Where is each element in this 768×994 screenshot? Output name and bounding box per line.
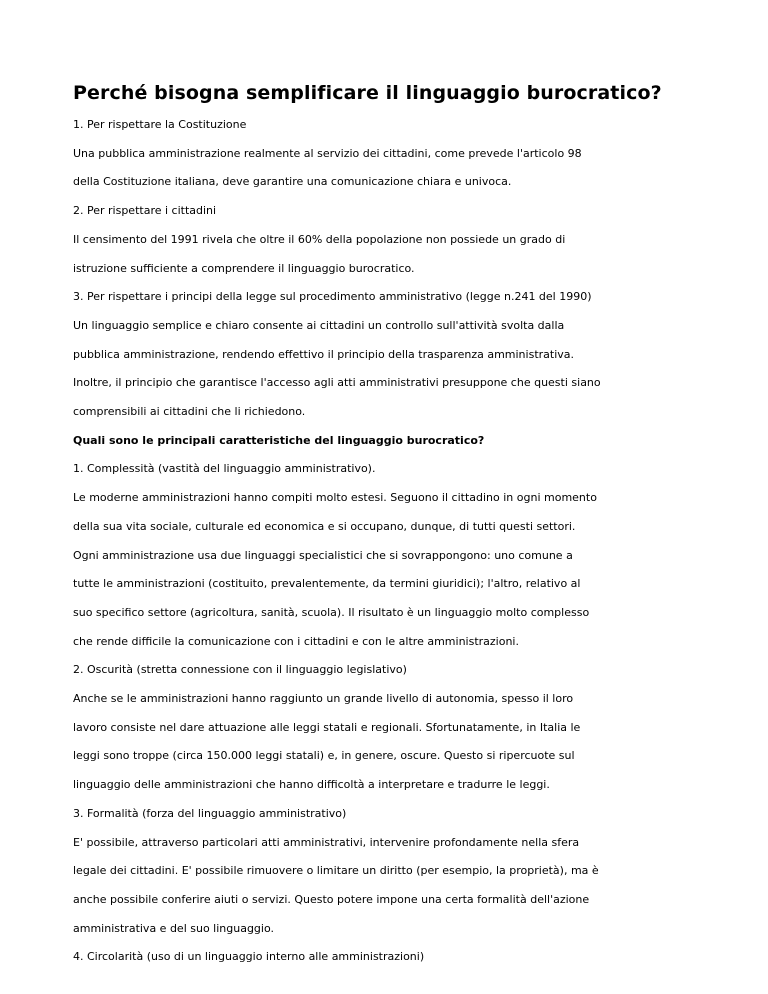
text-line: tutte le amministrazioni (costituito, prevalentemente, da termini giuridici); l'altro, relativo al bbox=[73, 577, 581, 591]
text-line: 1. Complessità (vastità del linguaggio amministrativo). bbox=[73, 462, 376, 476]
text-line: Il censimento del 1991 rivela che oltre il 60% della popolazione non possiede un grado di bbox=[73, 232, 566, 246]
text-line: comprensibili ai cittadini che li richiedono. bbox=[73, 405, 306, 418]
text-line: leggi sono troppe (circa 150.000 leggi statali) e, in genere, oscure. Questo si ripercuote sul bbox=[73, 749, 575, 763]
text-line: Una pubblica amministrazione realmente al servizio dei cittadini, come prevede l'articolo 98 bbox=[73, 146, 582, 160]
text-line: Ogni amministrazione usa due linguaggi specialistici che si sovrappongono: uno comune a bbox=[73, 548, 573, 562]
text-line: amministrativa e del suo linguaggio. bbox=[73, 921, 275, 935]
text-line: Anche se le amministrazioni hanno raggiunto un grande livello di autonomia, spesso il loro bbox=[73, 692, 574, 705]
text-line: anche possibile conferire aiuti o servizi. Questo potere impone una certa formalità dell'azione bbox=[73, 892, 590, 906]
text-line: 3. Formalità (forza del linguaggio amministrativo) bbox=[73, 806, 347, 820]
page-title: Perché bisogna semplificare il linguaggio burocratico? bbox=[73, 82, 662, 104]
text-line: della Costituzione italiana, deve garantire una comunicazione chiara e univoca. bbox=[73, 175, 512, 189]
text-line: pubblica amministrazione, rendendo effettivo il principio della trasparenza amministrativa. bbox=[73, 347, 575, 361]
text-line: 2. Oscurità (stretta connessione con il linguaggio legislativo) bbox=[73, 663, 407, 677]
text-line: che rende difficile la comunicazione con i cittadini e con le altre amministrazioni. bbox=[73, 634, 519, 648]
text-line: linguaggio delle amministrazioni che hanno difficoltà a interpretare e tradurre le leggi. bbox=[73, 778, 550, 792]
text-line: istruzione sufficiente a comprendere il linguaggio burocratico. bbox=[73, 261, 415, 275]
text-line: lavoro consiste nel dare attuazione alle leggi statali e regionali. Sfortunatamente, in Italia le bbox=[73, 720, 581, 734]
text-line: E' possibile, attraverso particolari atti amministrativi, intervenire profondamente nella sfera bbox=[73, 835, 580, 849]
text-line: 2. Per rispettare i cittadini bbox=[73, 204, 217, 218]
text-line: 1. Per rispettare la Costituzione bbox=[73, 118, 247, 131]
text-line: della sua vita sociale, culturale ed economica e si occupano, dunque, di tutti questi settori. bbox=[73, 519, 576, 533]
text-line: Un linguaggio semplice e chiaro consente ai cittadini un controllo sull'attività svolta dalla bbox=[73, 318, 565, 332]
text-line: suo specifico settore (agricoltura, sanità, scuola). Il risultato è un linguaggio molto complesso bbox=[73, 605, 590, 619]
text-line: Inoltre, il principio che garantisce l'accesso agli atti amministrativi presuppone che questi siano bbox=[73, 376, 601, 390]
text-line: Le moderne amministrazioni hanno compiti molto estesi. Seguono il cittadino in ogni momento bbox=[73, 491, 597, 505]
text-line: 4. Circolarità (uso di un linguaggio interno alle amministrazioni) bbox=[73, 950, 425, 964]
section-heading: Quali sono le principali caratteristiche del linguaggio burocratico? bbox=[73, 433, 485, 447]
text-line: legale dei cittadini. E' possibile rimuovere o limitare un diritto (per esempio, la proprietà), ma è bbox=[73, 864, 599, 878]
text-line: 3. Per rispettare i principi della legge sul procedimento amministrativo (legge n.241 del 1990) bbox=[73, 290, 592, 304]
